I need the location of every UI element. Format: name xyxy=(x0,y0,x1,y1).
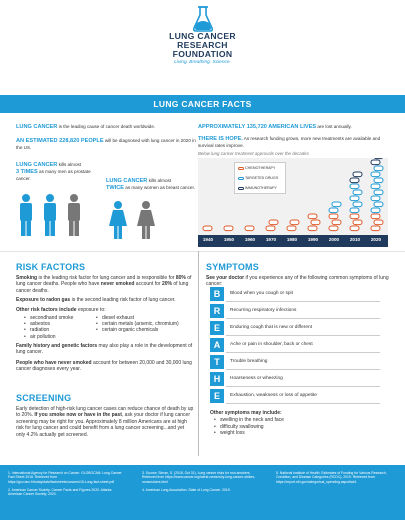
footnote: 5. National Institute of Health. Estimates of Funding for Various Research, Condition, and Disease Categories (RCDC), 2019. Retrieved from https://report.nih.gov/categorical_spending.aspx#tab1 xyxy=(276,471,387,484)
list-item: • diesel exhaust xyxy=(96,315,186,321)
approval-pill-chemotherapy xyxy=(350,214,359,219)
approval-pill-chemotherapy xyxy=(266,226,275,231)
symptom-e2: E Exhaustion, weakness or loss of appetite xyxy=(210,389,380,404)
logo-tagline: Living. Breathing. Science. xyxy=(174,60,231,65)
screening-section xyxy=(16,393,194,438)
list-item: • radiation xyxy=(24,327,96,333)
fact-lives-lost: APPROXIMATELY 135,720 AMERICAN LIVES are lost annually. xyxy=(198,124,352,130)
risk-other: Other risk factors include exposure to: xyxy=(16,306,106,313)
logo-line-3: FOUNDATION xyxy=(172,49,233,59)
chart-x-axis xyxy=(198,235,388,247)
risk-list-2 xyxy=(96,315,186,340)
list-item: • swelling in the neck and face xyxy=(214,417,390,423)
symptom-a: A Ache or pain in shoulder, back or chest xyxy=(210,338,380,353)
footer xyxy=(0,465,405,520)
symptoms-intro: See your doctor if you experience any of the following common symptoms of lung cancer: xyxy=(206,275,389,288)
symptom-t: T Trouble breathing xyxy=(210,355,380,370)
page-title: LUNG CANCER FACTS xyxy=(0,95,405,113)
approval-pill-immunotherapy xyxy=(374,158,383,159)
approval-pill-targeted-drugs xyxy=(371,196,380,201)
approval-pill-targeted-drugs xyxy=(350,196,359,201)
approval-pill-targeted-drugs xyxy=(350,184,359,189)
footer-col-3 xyxy=(276,471,398,484)
list-item: • certain organic chemicals xyxy=(96,327,186,333)
x-tick: 1980 xyxy=(286,237,298,242)
symptom-e: E Enduring cough that is new or different xyxy=(210,321,380,336)
list-item: • air pollution xyxy=(24,334,96,340)
woman-icon xyxy=(137,201,155,239)
approval-pill-targeted-drugs xyxy=(353,190,362,195)
logo-line-2: RESEARCH xyxy=(177,40,228,50)
approval-pill-targeted-drugs xyxy=(353,202,362,207)
approval-pill-targeted-drugs xyxy=(371,208,380,213)
approval-pill-chemotherapy xyxy=(371,226,380,231)
footnote: 2. American Cancer Society. Cancer Facts and Figures 2020. Atlanta: American Cancer Society; 2020. xyxy=(8,487,113,497)
women-icons xyxy=(108,200,170,245)
x-tick: 2020 xyxy=(370,237,382,242)
fact-men: LUNG CANCER kills almost 3 TIMES as many men as prostate cancer. xyxy=(16,162,91,182)
footnote: 3. Source: Siman, S. (2018, Oct 31). Lung cancer risks for non-smokers. Retrieved from https://www.cancer.org/latest-news/why-lung-cancer-strikes-nonsmokers.html xyxy=(142,471,256,484)
woman-icon xyxy=(109,201,127,239)
risk-smoking: Smoking is the leading risk factor for lung cancer and is responsible for 80% of lung cancer deaths. People who have never smoked account for 20% of lung cancer deaths. xyxy=(16,275,192,294)
approval-pill-chemotherapy xyxy=(308,226,317,231)
approval-pill-chemotherapy xyxy=(203,226,212,231)
legend-targeted: TARGETED DRUGS xyxy=(238,176,278,180)
approval-pill-chemotherapy xyxy=(374,220,383,225)
screening-text: Early detection of high-risk lung cancer cases can reduce chance of death by up to 20%. If you smoke now or have in the past, ask your doctor if lung cancer screening may be right for you. Approximately 8 million Americans are at high risk for lung cancer and could benefit from a lung cancer screening...and yet only 4.2% actually get screened. xyxy=(16,406,194,438)
approval-pill-targeted-drugs xyxy=(371,172,380,177)
symptoms-title: SYMPTOMS xyxy=(206,262,259,272)
approval-pill-chemotherapy xyxy=(269,220,278,225)
approval-pill-chemotherapy xyxy=(308,214,317,219)
man-icon xyxy=(44,194,56,236)
risk-list-1 xyxy=(24,315,96,340)
other-symptoms xyxy=(210,410,390,436)
fact-women: LUNG CANCER kills almost TWICE as many women as breast cancer. xyxy=(106,178,196,192)
man-icon xyxy=(68,194,80,236)
x-tick: 1940 xyxy=(202,237,214,242)
approval-pill-chemotherapy xyxy=(353,220,362,225)
fact-leading-cause: LUNG CANCER is the leading cause of cancer death worldwide. xyxy=(16,124,156,130)
approval-pill-targeted-drugs xyxy=(371,184,380,189)
symptoms-section xyxy=(206,262,391,288)
list-item: • secondhand smoke xyxy=(24,315,96,321)
approval-pill-targeted-drugs xyxy=(374,202,383,207)
fact-hope: THERE IS HOPE. As research funding grows, more new treatments are available and survival rates improve. xyxy=(198,136,381,149)
risk-never-smoked: People who have never smoked account for between 20,000 and 30,000 lung cancer diagnoses every year. xyxy=(16,359,192,373)
logo xyxy=(0,6,405,66)
risk-radon: Exposure to radon gas is the second leading risk factor of lung cancer. xyxy=(16,297,176,304)
x-tick: 1950 xyxy=(223,237,235,242)
screening-title: SCREENING xyxy=(16,393,72,403)
x-tick: 2010 xyxy=(349,237,361,242)
fact-estimate: AN ESTIMATED 228,820 PEOPLE will be diagnosed with lung cancer in 2020 in the US. xyxy=(16,138,196,151)
legend-immuno: IMMUNOTHERAPY xyxy=(238,186,277,190)
approval-pill-targeted-drugs xyxy=(374,178,383,183)
approval-pill-chemotherapy xyxy=(371,214,380,219)
footnote: 1. International Agency for Research on Cancer. GLOBOCAN: Lung Cancer Fact Sheet 2018. Retrieved from https://gco.iarc.fr/today/data/factsheets/cancers/15-Lung-fact-sheet.pdf xyxy=(8,471,122,484)
other-symptoms-title: Other symptoms may include: xyxy=(210,410,282,416)
flask-icon xyxy=(192,6,214,32)
x-tick: 1970 xyxy=(265,237,277,242)
approval-pill-targeted-drugs xyxy=(329,208,338,213)
approval-pill-chemotherapy xyxy=(290,220,299,225)
chart-caption: Below lung cancer treatment approvals over the decades xyxy=(198,151,309,156)
footer-col-2 xyxy=(142,471,257,492)
approval-pill-targeted-drugs xyxy=(374,190,383,195)
list-item: • difficulty swallowing xyxy=(214,424,390,430)
approval-pill-chemotherapy xyxy=(329,214,338,219)
footer-col-1 xyxy=(8,471,123,496)
risk-title: RISK FACTORS xyxy=(16,262,86,272)
approval-pill-chemotherapy xyxy=(350,226,359,231)
approval-pill-immunotherapy xyxy=(350,178,359,183)
approval-pill-chemotherapy xyxy=(287,226,296,231)
x-tick: 2000 xyxy=(328,237,340,242)
approval-pill-immunotherapy xyxy=(353,172,362,177)
x-tick: 1960 xyxy=(244,237,256,242)
list-item: • certain metals (arsenic, chromium) xyxy=(96,321,186,327)
column-divider xyxy=(198,251,199,456)
list-item: • asbestos xyxy=(24,321,96,327)
chart-legend xyxy=(234,162,286,194)
approval-pill-targeted-drugs xyxy=(350,208,359,213)
approval-pill-chemotherapy xyxy=(332,220,341,225)
logo-line-1: LUNG CANCER xyxy=(169,31,236,41)
men-icons xyxy=(16,193,88,242)
approval-pill-chemotherapy xyxy=(245,226,254,231)
approval-pill-chemotherapy xyxy=(329,226,338,231)
approval-pill-targeted-drugs xyxy=(332,202,341,207)
approvals-chart xyxy=(198,158,388,235)
approval-pill-chemotherapy xyxy=(311,220,320,225)
approval-pill-chemotherapy xyxy=(224,226,233,231)
symptom-r: R Recurring respiratory infections xyxy=(210,304,380,319)
approval-pill-targeted-drugs xyxy=(374,166,383,171)
legend-chemo: CHEMOTHERAPY xyxy=(238,166,275,170)
section-divider xyxy=(0,251,405,252)
risk-family: Family history and genetic factors may also play a role in the development of lung cancer. xyxy=(16,342,193,356)
approval-pill-immunotherapy xyxy=(371,160,380,165)
footnote: 4. American Lung Association. State of Lung Cancer. 2019. xyxy=(142,487,231,492)
list-item: • weight loss xyxy=(214,430,390,436)
man-icon xyxy=(20,194,32,236)
x-tick: 1990 xyxy=(307,237,319,242)
symptom-b: B Blood when you cough or spit xyxy=(210,287,380,302)
risk-factors-section xyxy=(16,262,194,372)
other-symptoms-list xyxy=(210,417,390,436)
symptom-h: H Hoarseness or wheezing xyxy=(210,372,380,387)
